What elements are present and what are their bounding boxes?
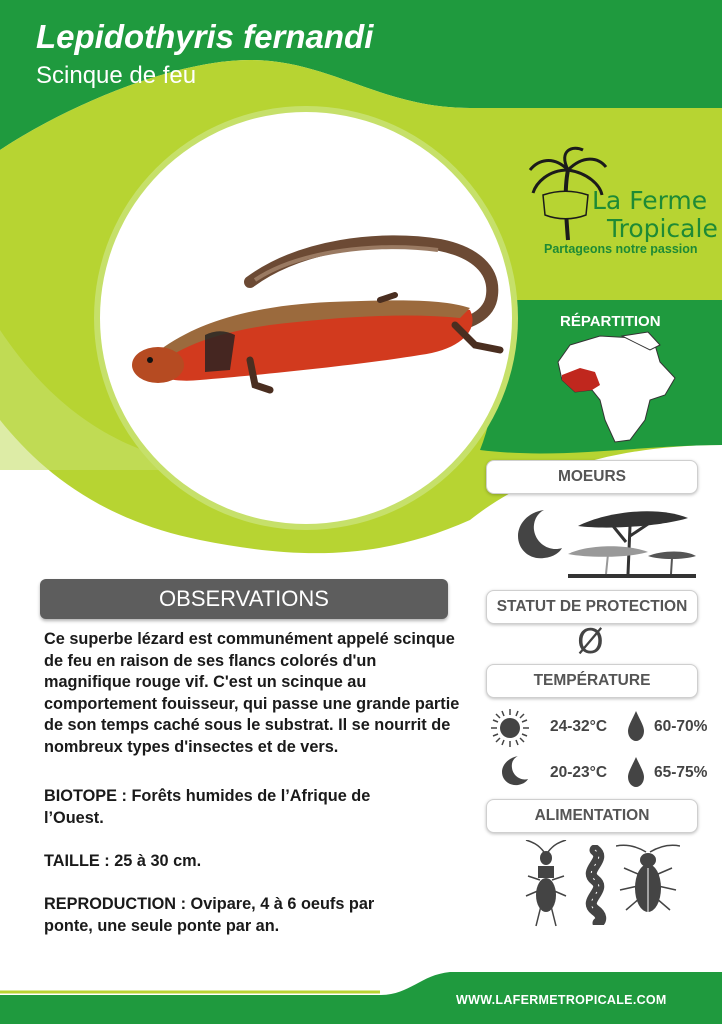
logo-tagline: Partageons notre passion [544,242,698,256]
biotope-info [44,786,424,829]
repartition-title: RÉPARTITION [560,313,661,330]
biotope-value: Forêts humides de l’Afrique de l’Ouest. [44,787,371,827]
humidity-drop-icon [626,710,646,742]
moeurs-label: MOEURS [486,460,698,494]
common-name: Scinque de feu [36,62,197,89]
taille-info [44,851,462,873]
taille-label: TAILLE : [44,852,110,870]
scientific-name: Lepidothyris fernandi [36,18,374,55]
reproduction-value: Ovipare, 4 à 6 oeufs par ponte, une seule ponte par an. [44,895,375,935]
moon-icon [514,508,564,560]
moon-small-icon [500,755,530,787]
savanna-tree-icon [568,496,698,580]
statut-value: Ø [577,622,604,662]
sun-icon [490,708,530,748]
night-humidity: 65-75% [654,764,708,781]
logo-name-line2: Tropicale [607,214,718,243]
cricket-icon [524,840,568,928]
reproduction-label: REPRODUCTION : [44,895,187,913]
reproduction-info [44,894,424,937]
day-humidity: 60-70% [654,718,708,735]
night-temperature: 20-23°C [550,764,608,781]
humidity-drop-icon [626,756,646,788]
website-link[interactable]: WWW.LAFERMETROPICALE.COM [456,993,667,1007]
temperature-label: TEMPÉRATURE [486,664,698,698]
biotope-label: BIOTOPE : [44,787,127,805]
statut-label: STATUT DE PROTECTION [486,590,698,624]
alimentation-label: ALIMENTATION [486,799,698,833]
observations-heading: OBSERVATIONS [40,579,448,619]
description-text: Ce superbe lézard est communément appelé scinque de feu en raison de ses flancs colorés d'un magnifique rouge vif. C'est un scinque au comportement fouisseur, qui passe une grande partie de son temps caché sous le substrat. Il se nourrit de nombreux types d'insectes et de vers. [44,630,460,756]
worm-icon [580,845,610,925]
day-temperature: 24-32°C [550,718,608,735]
taille-value: 25 à 30 cm. [114,852,202,870]
logo-name-line1: La Ferme [592,186,708,215]
cockroach-icon [616,842,680,918]
